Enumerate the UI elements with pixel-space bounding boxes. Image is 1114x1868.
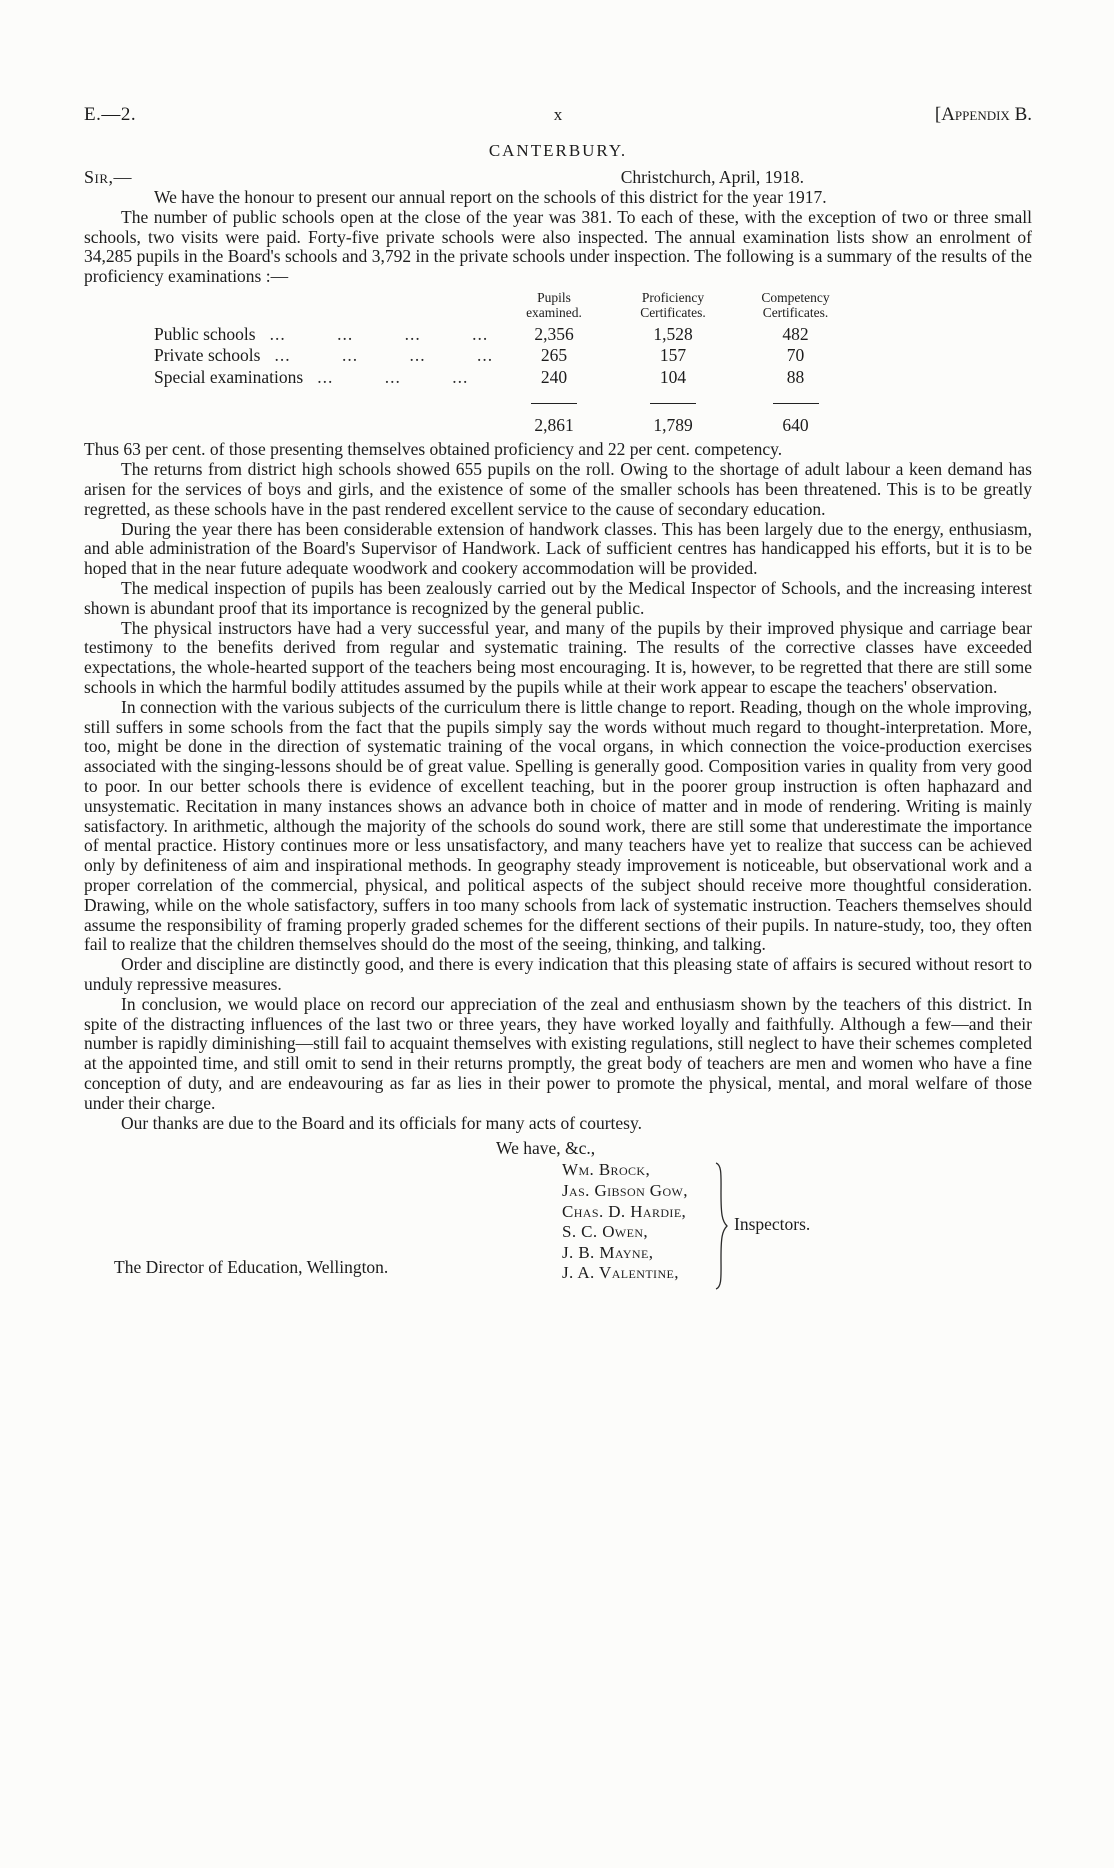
table-total-row — [154, 410, 854, 437]
signatories — [562, 1160, 688, 1284]
table-header-proficiency: Proficiency Certificates. — [640, 289, 706, 321]
paragraph: The number of public schools open at the close of the year was 381. To each of these, with the exception of two or three small schools, two visits were paid. Forty-five private schools were also inspected. The annual examination lists show an enrolment of 34,285 pupils in the Board's schools and 3,792 in the private schools under inspection. The following is a summary of the results of the proficiency examinations :— — [84, 206, 1032, 287]
dateline: Christchurch, April, 1918. — [620, 167, 804, 187]
dot-leader: ... ... ... ... — [274, 345, 494, 366]
paragraph: The returns from district high schools showed 655 pupils on the roll. Owing to the shortage of adult labour a keen demand has arisen for the services of boys and girls, and the existence of some of the smaller schools has been threatened. This is to be greatly regretted, as these schools have in the past rendered excellent service to the cause of secondary education. — [84, 459, 1032, 519]
sum-rule — [531, 402, 577, 404]
table-row — [154, 345, 854, 367]
section-title: CANTERBURY. — [488, 141, 628, 160]
paragraph: In connection with the various subjects of the curriculum there is little change to report. Reading, though on the whole improving, still suffers in some schools from the fact that the pupils simply say the words without much regard to thought-interpretation. More, too, might be done in the direction of systematic training of the vocal organs, in which connection the voice-production exercises associated with the singing-lessons should be of great value. Spelling is generally good. Composition varies in quality from very good to poor. In our better schools there is evidence of excellent teaching, but in the poorer group instruction is often haphazard and unsystematic. Recitation in many instances shows an advance both in choice of matter and in mode of rendering. Writing is mainly satisfactory. In arithmetic, although the majority of the schools do sound work, there are still some that underestimate the importance of mental practice. History continues more or less unsatisfactory, and many teachers have yet to realize that success can be achieved only by definiteness of aim and inspirational methods. In geography steady improvement is noticeable, but observational work and a proper correlation of the commercial, physical, and political aspects of the subject should receive more thoughtful consideration. Drawing, while on the whole satisfactory, suffers in too many schools from lack of systematic instruction. Teachers themselves should assume the responsibility of framing properly graded schemes for the different sections of their pupils. In nature-study, too, they often fail to realize that the children themselves should do the most of the seeing, thinking, and talking. — [84, 696, 1032, 955]
paragraph: The medical inspection of pupils has been zealously carried out by the Medical Inspector of Schools, and the increasing interest shown is abundant proof that its importance is recognized by the general public. — [84, 578, 1032, 618]
cell-competency: 482 — [782, 323, 809, 344]
table-header-competency: Competency Certificates. — [761, 289, 830, 321]
dot-leader: ... ... ... ... — [269, 323, 489, 344]
signatory-role: Inspectors. — [734, 1214, 811, 1235]
paragraph: We have the honour to present our annual report on the schools of this district for the year 1917. — [154, 187, 827, 207]
paragraph: The physical instructors have had a very successful year, and many of the pupils by their improved physique and carriage bear testimony to the benefits derived from regular and systematic training. The results of the corrective classes have exceeded expectations, the whole-hearted support of the teachers being most encouraging. It is, however, to be regretted that there are still some schools in which the harmful bodily attitudes assumed by the pupils while at their work appear to escape the teachers' observation. — [84, 617, 1032, 698]
document-reference: E.—2. — [84, 104, 137, 125]
total-rule-row — [154, 388, 854, 410]
dot-leader: ... ... ... — [317, 366, 469, 387]
addressee: The Director of Education, Wellington. — [114, 1257, 389, 1278]
cell-pupils: 240 — [540, 366, 568, 387]
table-row — [154, 367, 854, 389]
row-label: Public schools — [154, 323, 256, 344]
signatory: S. C. Owen, — [562, 1222, 649, 1242]
paragraph: Our thanks are due to the Board and its officials for many acts of courtesy. — [121, 1112, 642, 1133]
table-header-empty — [154, 290, 499, 324]
table-header-pupils: Pupils examined. — [526, 289, 582, 321]
cell-pupils: 265 — [540, 345, 568, 366]
total-competency: 640 — [782, 414, 809, 435]
total-pupils: 2,861 — [534, 414, 574, 435]
salutation: Sir,— — [84, 167, 133, 187]
signatory: Chas. D. Hardie, — [562, 1201, 687, 1221]
cell-competency: 88 — [786, 366, 805, 387]
signatory: J. B. Mayne, — [562, 1242, 654, 1262]
table-header-row — [154, 290, 854, 324]
cell-proficiency: 157 — [659, 345, 687, 366]
paragraph: Thus 63 per cent. of those presenting themselves obtained proficiency and 22 per cent. competency. — [84, 439, 783, 460]
results-table — [154, 290, 854, 437]
sum-rule — [650, 402, 696, 404]
signatory: J. A. Valentine, — [562, 1263, 679, 1283]
signatory: Jas. Gibson Gow, — [562, 1180, 688, 1200]
row-label: Private schools — [154, 345, 261, 366]
salutation-row — [84, 167, 1032, 188]
cell-proficiency: 1,528 — [653, 323, 693, 344]
valediction: We have, &c., — [496, 1138, 596, 1159]
appendix-label: [Appendix B. — [934, 104, 1032, 125]
brace-icon — [714, 1162, 728, 1295]
cell-competency: 70 — [786, 345, 805, 366]
page-number: x — [553, 105, 563, 124]
sum-rule — [773, 402, 819, 404]
table-row — [154, 324, 854, 346]
paragraph: In conclusion, we would place on record our appreciation of the zeal and enthusiasm shown by the teachers of this district. In spite of the distracting influences of the last two or three years, they have worked loyally and faithfully. Although a few—and their number is rapidly diminishing—still fail to acquaint themselves with existing regulations, still neglect to have their schemes completed at the appointed time, and still omit to send in their returns promptly, the great body of teachers are men and women who have a fine conception of duty, and are endeavouring as far as lies in their power to promote the physical, mental, and moral welfare of those under their charge. — [84, 993, 1032, 1113]
cell-proficiency: 104 — [659, 366, 687, 387]
row-label: Special examinations — [154, 366, 304, 387]
signatory: Wm. Brock, — [562, 1160, 651, 1180]
cell-pupils: 2,356 — [534, 323, 574, 344]
page-header — [84, 104, 1032, 126]
paragraph: During the year there has been considerable extension of handwork classes. This has been largely due to the energy, enthusiasm, and able administration of the Board's Supervisor of Handwork. Lack of sufficient centres has handicapped his efforts, but it is to be hoped that in the near future adequate woodwork and cookery accommodation will be provided. — [84, 518, 1032, 579]
paragraph: Order and discipline are distinctly good, and there is every indication that this pleasing state of affairs is secured without resort to unduly repressive measures. — [84, 954, 1032, 994]
page-content — [84, 104, 1032, 1306]
closing-block — [84, 1138, 1032, 1306]
total-proficiency: 1,789 — [653, 414, 693, 435]
